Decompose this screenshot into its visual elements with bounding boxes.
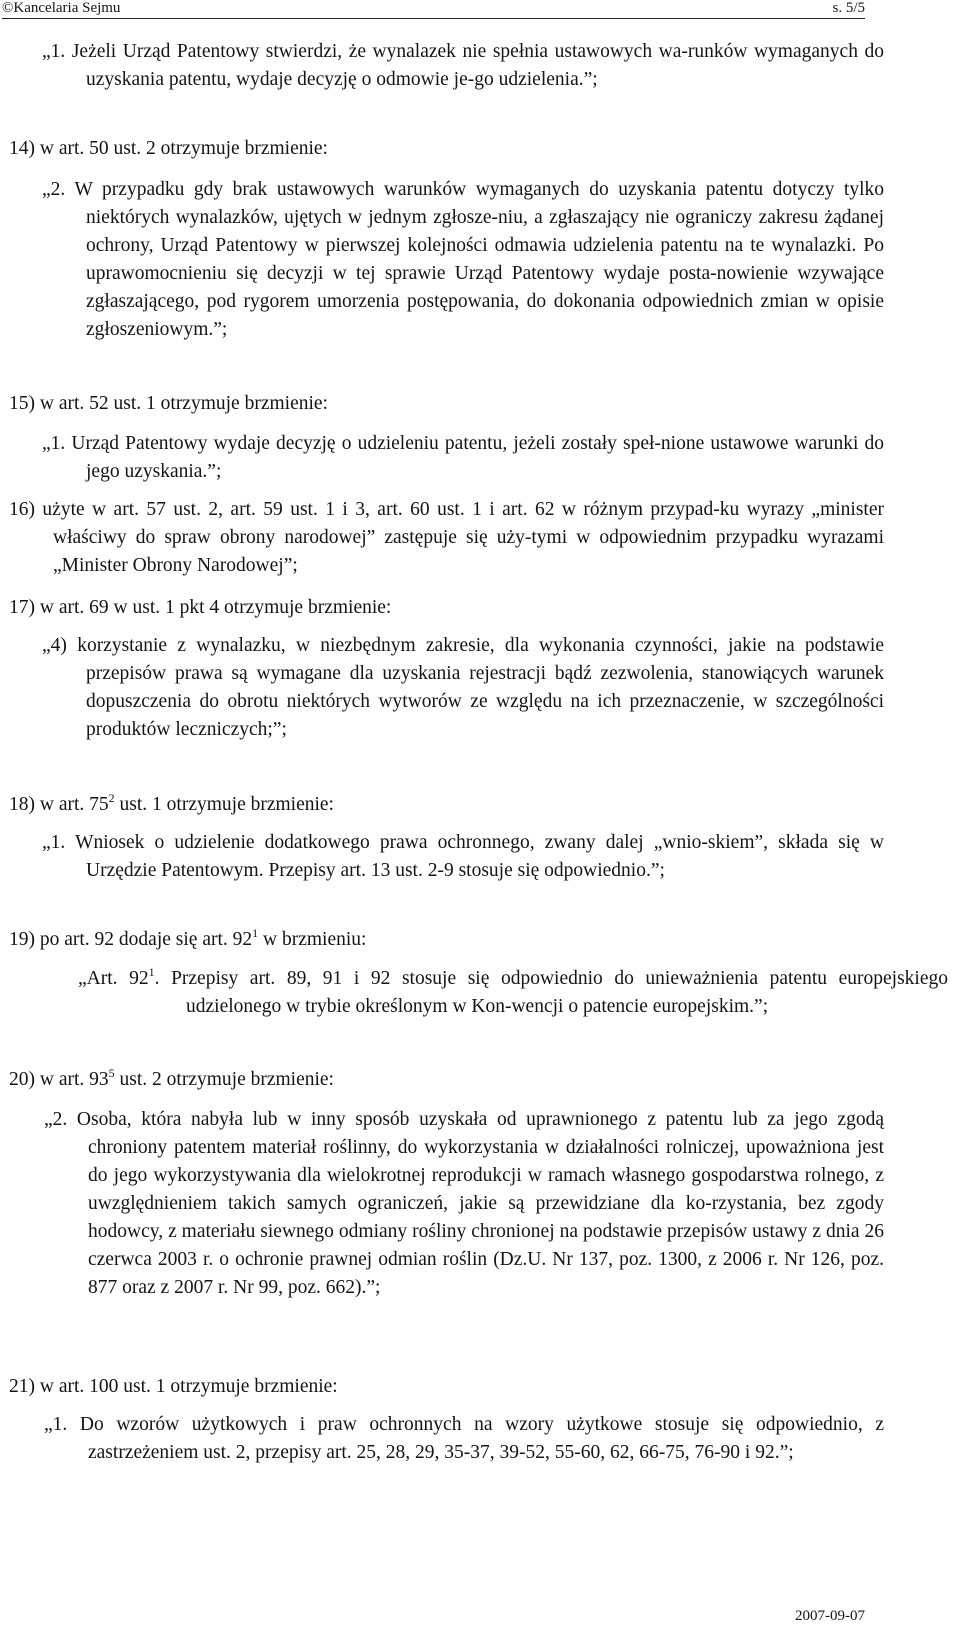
item-19-text-a: 19) po art. 92 dodaje się art. 92 xyxy=(9,929,253,950)
item-20-superscript: 5 xyxy=(108,1066,115,1080)
item-19-superscript: 1 xyxy=(252,926,259,940)
art-92-1-text-b: . Przepisy art. 89, 91 i 92 stosuje się odpowiednio do unieważnienia patentu europejskiego udzielonego w trybie określonym w Kon-wencji o patencie europejskim.”; xyxy=(154,968,948,1017)
item-18 xyxy=(9,791,334,816)
paragraph-art-50-ust-2: „2. W przypadku gdy brak ustawowych warunków wymaganych do uzyskania patentu dotyczy tylko niektórych wynalazków, ujętych w jednym zgłosze-niu, a zgłaszający nie ograniczy zakresu żądanej ochrony, Urząd Patentowy w pierwszej kolejności odmawia udzielenia patentu na te wynalazki. Po uprawomocnieniu się decyzji w tej sprawie Urząd Patentowy wydaje posta-nowienie wzywające zgłaszającego, pod rygorem umorzenia postępowania, do dokonania odpowiednich zmian w opisie zgłoszeniowym.”; xyxy=(42,179,884,340)
art-92-1-superscript: 1 xyxy=(148,965,155,979)
header-copyright: ©Kancelaria Sejmu xyxy=(2,0,121,16)
item-15: 15) w art. 52 ust. 1 otrzymuje brzmienie: xyxy=(9,393,328,414)
page-footer-date: 2007-09-07 xyxy=(795,1608,865,1624)
item-18-text-a: 18) w art. 75 xyxy=(9,794,109,815)
item-20-text-b: ust. 2 otrzymuje brzmienie: xyxy=(114,1069,334,1090)
item-17: 17) w art. 69 w ust. 1 pkt 4 otrzymuje brzmienie: xyxy=(9,597,392,618)
item-18-superscript: 2 xyxy=(108,791,115,805)
paragraph-art-52-ust-1: „1. Urząd Patentowy wydaje decyzję o udzieleniu patentu, jeżeli zostały speł-nione ustawowe warunki do jego uzyskania.”; xyxy=(42,433,884,482)
item-16: 16) użyte w art. 57 ust. 2, art. 59 ust. 1 i 3, art. 60 ust. 1 i art. 62 w różnym przypad-ku wyrazy „minister właściwy do spraw obrony narodowej” zastępuje się uży-tymi w odpowiednim przypadku wyrazami „Minister Obrony Narodowej”; xyxy=(9,499,884,576)
item-18-text-b: ust. 1 otrzymuje brzmienie: xyxy=(114,794,334,815)
paragraph-art-49-ust-1: „1. Jeżeli Urząd Patentowy stwierdzi, że wynalazek nie spełnia ustawowych wa-runków wymaganych do uzyskania patentu, wydaje decyzję o odmowie je-go udzielenia.”; xyxy=(42,41,884,90)
paragraph-art-75-ust-1: „1. Wniosek o udzielenie dodatkowego prawa ochronnego, zwany dalej „wnio-skiem”, składa się w Urzędzie Patentowym. Przepisy art. 13 ust. 2-9 stosuje się odpowiednio.”; xyxy=(42,832,884,881)
item-21: 21) w art. 100 ust. 1 otrzymuje brzmienie: xyxy=(9,1376,338,1397)
paragraph-art-93-5-ust-2: „2. Osoba, która nabyła lub w inny sposób uzyskała od uprawnionego z patentu lub za jego zgodą chroniony patentem materiał roślinny, do wykorzystania w działalności rolniczej, upoważniona jest do jego wykorzystywania dla wielokrotnej reprodukcji w ramach własnego gospodarstwa rolnego, z uwzględnieniem takich samych ograniczeń, jakie są przewidziane dla ko-rzystania, bez zgody hodowcy, z materiału siewnego odmiany rośliny chronionej na podstawie przepisów ustawy z dnia 26 czerwca 2003 r. o ochronie prawnej odmian roślin (Dz.U. Nr 137, poz. 1300, z 2006 r. Nr 126, poz. 877 oraz z 2007 r. Nr 99, poz. 662).”; xyxy=(44,1109,884,1298)
item-19 xyxy=(9,926,367,951)
item-14: 14) w art. 50 ust. 2 otrzymuje brzmienie: xyxy=(9,138,328,159)
paragraph-art-100-ust-1: „1. Do wzorów użytkowych i praw ochronnych na wzory użytkowe stosuje się odpowiednio, z zastrzeżeniem ust. 2, przepisy art. 25, 28, 29, 35-37, 39-52, 55-60, 62, 66-75, 76-90 i 92.”; xyxy=(44,1414,884,1463)
item-20 xyxy=(9,1066,334,1091)
paragraph-art-92-1 xyxy=(78,965,948,1021)
header-page-number: s. 5/5 xyxy=(832,0,865,16)
paragraph-art-69-pkt-4: „4) korzystanie z wynalazku, w niezbędnym zakresie, dla wykonania czynności, jakie na podstawie przepisów prawa są wymagane dla uzyskania rejestracji bądź zezwolenia, stanowiących warunek dopuszczenia do obrotu niektórych wytworów ze względu na ich przeznaczenie, w szczególności produktów leczniczych;”; xyxy=(42,635,884,740)
page-header xyxy=(2,0,865,19)
item-19-text-b: w brzmieniu: xyxy=(258,929,367,950)
item-20-text-a: 20) w art. 93 xyxy=(9,1069,109,1090)
art-92-1-text-a: „Art. 92 xyxy=(78,968,149,989)
